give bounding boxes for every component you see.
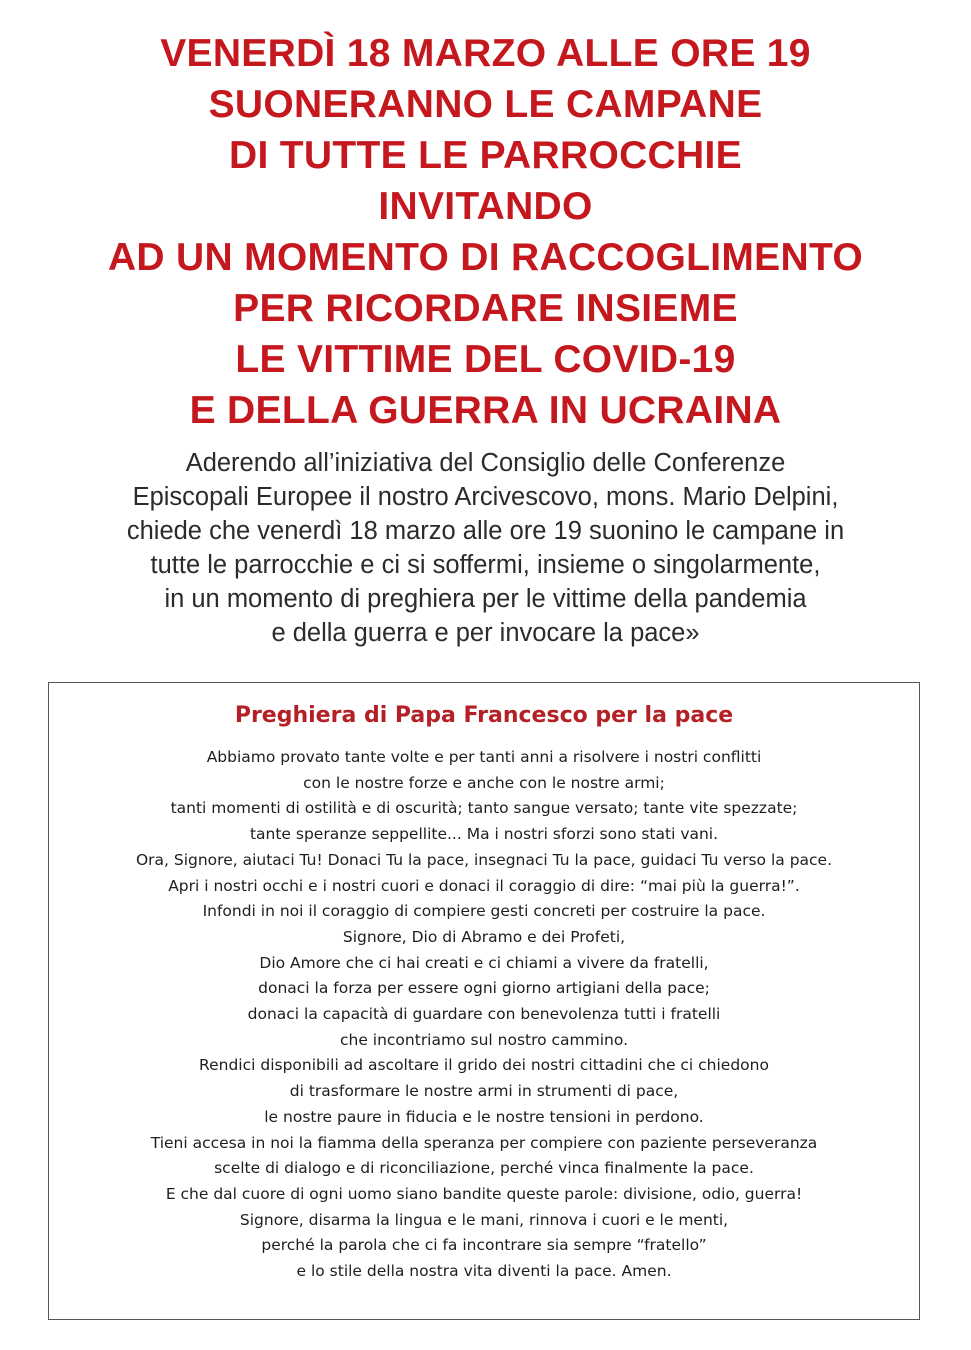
headline-line: VENERDÌ 18 MARZO ALLE ORE 19 (160, 32, 811, 75)
prayer-line: donaci la forza per essere ogni giorno artigiani della pace; (258, 979, 710, 998)
headline-line: AD UN MOMENTO DI RACCOGLIMENTO (107, 236, 864, 279)
intro-line: Episcopali Europee il nostro Arcivescovo, mons. Mario Delpini, (132, 483, 839, 511)
prayer-line: Dio Amore che ci hai creati e ci chiami a vivere da fratelli, (259, 953, 709, 972)
prayer-line: Tieni accesa in noi la fiamma della speranza per compiere con paziente perseveranza (150, 1133, 818, 1152)
prayer-text (49, 745, 919, 1285)
headline-line: INVITANDO (378, 185, 593, 228)
prayer-line: perché la parola che ci fa incontrare sia sempre “fratello” (261, 1236, 707, 1255)
prayer-title: Preghiera di Papa Francesco per la pace (234, 703, 734, 728)
prayer-line: Signore, disarma la lingua e le mani, rinnova i cuori e le menti, (239, 1210, 729, 1229)
headline-line: SUONERANNO LE CAMPANE (208, 83, 763, 126)
prayer-line: Ora, Signore, aiutaci Tu! Donaci Tu la pace, insegnaci Tu la pace, guidaci Tu verso la pace. (135, 850, 833, 869)
headline-line: LE VITTIME DEL COVID-19 (235, 338, 736, 381)
prayer-line: E che dal cuore di ogni uomo siano bandite queste parole: divisione, odio, guerra! (165, 1184, 803, 1203)
headline-line: PER RICORDARE INSIEME (233, 287, 738, 330)
prayer-line: scelte di dialogo e di riconciliazione, perché vinca finalmente la pace. (214, 1159, 754, 1178)
prayer-box (48, 682, 920, 1320)
prayer-line: Signore, Dio di Abramo e dei Profeti, (342, 927, 626, 946)
intro-line: tutte le parrocchie e ci si soffermi, insieme o singolarmente, (150, 551, 821, 579)
intro-line: chiede che venerdì 18 marzo alle ore 19 suonino le campane in (126, 517, 845, 545)
prayer-line: tanti momenti di ostilità e di oscurità; tanto sangue versato; tante vite spezzate; (170, 799, 798, 818)
prayer-line: di trasformare le nostre armi in strumenti di pace, (289, 1082, 679, 1101)
prayer-line: le nostre paure in fiducia e le nostre tensioni in perdono. (264, 1107, 704, 1126)
prayer-line: che incontriamo sul nostro cammino. (339, 1030, 629, 1049)
prayer-line: con le nostre forze e anche con le nostre armi; (303, 773, 665, 792)
prayer-line: Apri i nostri occhi e i nostri cuori e donaci il coraggio di dire: “mai più la guerra!”. (168, 876, 800, 895)
prayer-line: Infondi in noi il coraggio di compiere gesti concreti per costruire la pace. (202, 902, 766, 921)
prayer-line: tante speranze seppellite... Ma i nostri sforzi sono stati vani. (249, 825, 719, 844)
headline-line: DI TUTTE LE PARROCCHIE (229, 134, 742, 177)
intro-line: Aderendo all’iniziativa del Consiglio delle Conferenze (185, 449, 786, 477)
prayer-line: Abbiamo provato tante volte e per tanti anni a risolvere i nostri conflitti (206, 748, 762, 766)
intro-line: e della guerra e per invocare la pace» (271, 619, 700, 647)
prayer-line: e lo stile della nostra vita diventi la pace. Amen. (296, 1262, 672, 1281)
intro-line: in un momento di preghiera per le vittime della pandemia (164, 585, 807, 613)
prayer-line: Rendici disponibili ad ascoltare il grido dei nostri cittadini che ci chiedono (199, 1056, 769, 1075)
intro-paragraph (0, 446, 971, 650)
prayer-line: donaci la capacità di guardare con benevolenza tutti i fratelli (247, 1005, 721, 1024)
headline-line: E DELLA GUERRA IN UCRAINA (189, 389, 782, 432)
headline (0, 28, 971, 436)
